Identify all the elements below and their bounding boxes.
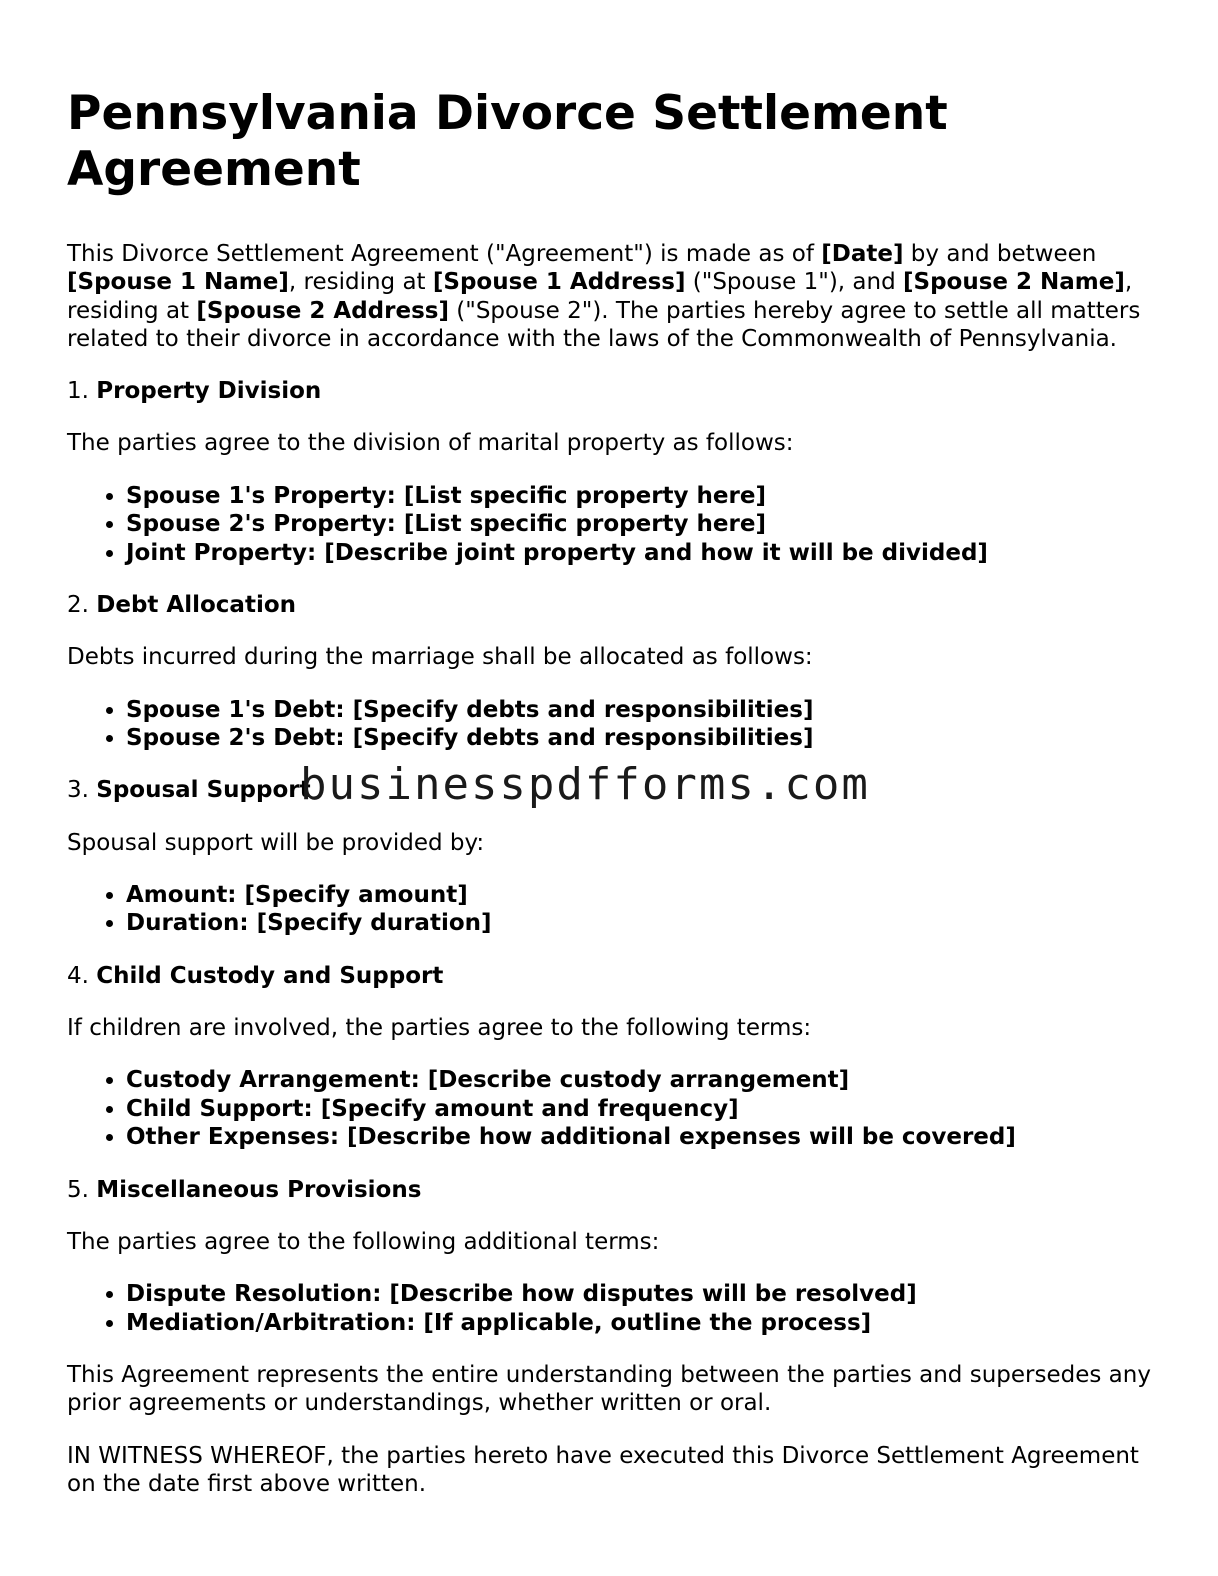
list-item: • Custody Arrangement: [Describe custody arrangement] bbox=[126, 1066, 1157, 1094]
section-list bbox=[67, 1280, 1157, 1337]
section-list bbox=[67, 881, 1157, 938]
section-title: Debt Allocation bbox=[96, 592, 296, 618]
intro-text: ("Spouse 2"). The parties hereby agree to settle all matters related to their divorce in accordance with the laws of the Commonwealth of Pennsylvania. bbox=[67, 297, 1141, 352]
watermark: businesspdfforms.com bbox=[300, 759, 870, 810]
section-title: Spousal Support bbox=[96, 777, 311, 804]
section-description: Debts incurred during the marriage shall be allocated as follows: bbox=[67, 644, 813, 671]
section-number: 4. bbox=[67, 962, 89, 989]
section-description: If children are involved, the parties agree to the following terms: bbox=[67, 1015, 812, 1042]
section-description: The parties agree to the following additional terms: bbox=[67, 1228, 660, 1255]
list-item: • Dispute Resolution: [Describe how disputes will be resolved] bbox=[126, 1280, 1157, 1308]
section-heading bbox=[67, 962, 1157, 990]
placeholder-field: [Spouse 2 Name] bbox=[903, 269, 1125, 296]
list-item: • Joint Property: [Describe joint property and how it will be divided] bbox=[126, 539, 1157, 567]
list-item: • Duration: [Specify duration] bbox=[126, 909, 1157, 937]
list-item: • Spouse 2's Property: [List specific property here] bbox=[126, 510, 1157, 538]
intro-text: , residing at bbox=[67, 269, 1133, 324]
list-item: • Spouse 2's Debt: [Specify debts and responsibilities] bbox=[126, 724, 1157, 752]
section-number: 1. bbox=[67, 378, 89, 405]
sections-container bbox=[67, 377, 1157, 1337]
closing-paragraph: This Agreement represents the entire understanding between the parties and supersedes any prior agreements or understandings, whether written or oral. bbox=[67, 1362, 1151, 1417]
placeholder-field: [Spouse 1 Address] bbox=[432, 269, 686, 296]
section-number: 5. bbox=[67, 1176, 89, 1203]
section-title: Child Custody and Support bbox=[96, 962, 444, 989]
section-list bbox=[67, 1066, 1157, 1151]
section-description: The parties agree to the division of marital property as follows: bbox=[67, 430, 794, 457]
list-item: • Mediation/Arbitration: [If applicable, outline the process] bbox=[126, 1309, 1157, 1337]
list-item: • Child Support: [Specify amount and frequency] bbox=[126, 1095, 1157, 1123]
closing-container bbox=[67, 1361, 1157, 1498]
section-heading bbox=[67, 1176, 1157, 1204]
list-item: • Other Expenses: [Describe how additional expenses will be covered] bbox=[126, 1123, 1157, 1151]
section-number: 3. bbox=[67, 777, 89, 804]
section-list bbox=[67, 696, 1157, 753]
placeholder-field: [Spouse 1 Name] bbox=[67, 269, 289, 296]
section-number: 2. bbox=[67, 592, 89, 618]
placeholder-field: [Date] bbox=[821, 241, 904, 267]
intro-text: ("Spouse 1"), and bbox=[685, 269, 904, 296]
intro-text: by and between bbox=[903, 241, 1097, 267]
list-item: • Amount: [Specify amount] bbox=[126, 881, 1157, 909]
intro-text: , residing at bbox=[288, 269, 433, 296]
placeholder-field: [Spouse 2 Address] bbox=[196, 297, 449, 324]
section-heading bbox=[67, 377, 1157, 405]
section-list bbox=[67, 482, 1157, 567]
section-description: Spousal support will be provided by: bbox=[67, 829, 485, 856]
intro-paragraph bbox=[67, 240, 1157, 353]
document-title: Pennsylvania Divorce Settlement Agreement bbox=[67, 86, 948, 197]
list-item: • Spouse 1's Debt: [Specify debts and responsibilities] bbox=[126, 696, 1157, 724]
intro-text: This Divorce Settlement Agreement ("Agreement") is made as of bbox=[67, 241, 822, 267]
closing-paragraph: IN WITNESS WHEREOF, the parties hereto have executed this Divorce Settlement Agreement on the date first above written. bbox=[67, 1442, 1139, 1497]
section-title: Miscellaneous Provisions bbox=[96, 1176, 422, 1203]
list-item: • Spouse 1's Property: [List specific property here] bbox=[126, 482, 1157, 510]
section-heading bbox=[67, 591, 1157, 619]
section-title: Property Division bbox=[96, 378, 322, 405]
